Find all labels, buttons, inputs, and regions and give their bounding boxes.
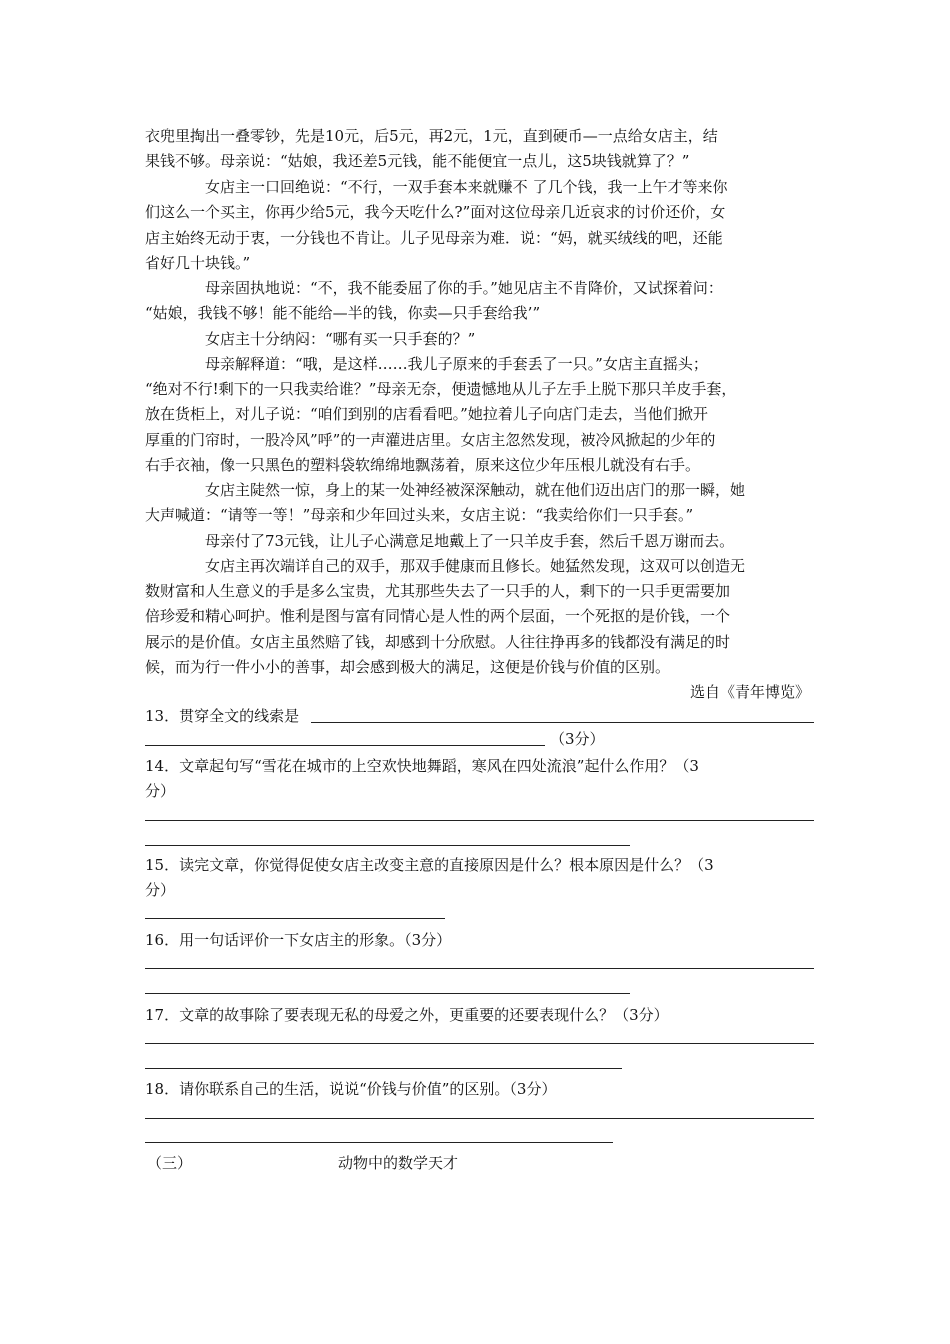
- passage-line: 数财富和人生意义的手是多么宝贵，尤其那些失去了一只手的人，剩下的一只手更需要加: [145, 582, 731, 600]
- section-title: 动物中的数学天才: [338, 1154, 459, 1172]
- passage-line: “姑娘，我钱不够！能不能给—半的钱，你卖—只手套给我’”: [145, 304, 541, 322]
- section-label: （三）: [147, 1154, 193, 1172]
- passage-line: 女店主陡然一惊，身上的某一处神经被深深触动，就在他们迈出店门的那一瞬，她: [205, 481, 746, 499]
- question-14: 14．文章起句写“雪花在城市的上空欢快地舞蹈，寒风在四处流浪”起什么作用？（3: [145, 757, 699, 775]
- answer-line[interactable]: [145, 993, 630, 994]
- answer-line[interactable]: [145, 845, 630, 846]
- answer-line[interactable]: [145, 1068, 622, 1069]
- passage-line: 厚重的门帘时，一股冷风”呼”的一声灌进店里。女店主忽然发现，被冷风掀起的少年的: [145, 431, 716, 449]
- passage-line: 放在货柜上，对儿子说：“咱们到别的店看看吧。”她拉着儿子向店门走去，当他们掀开: [145, 405, 708, 423]
- passage-line: 果钱不够。母亲说：“姑娘，我还差5元钱，能不能便宜一点儿，这5块钱就算了？”: [145, 152, 690, 170]
- passage-line: 省好几十块钱。”: [145, 254, 251, 272]
- answer-line[interactable]: [145, 1043, 814, 1044]
- question-15-cont: 分）: [145, 881, 176, 899]
- question-13: 13．贯穿全文的线索是: [145, 707, 300, 725]
- passage-line: 母亲解释道：“哦，是这样……我儿子原来的手套丢了一只。”女店主直摇头；: [205, 355, 708, 373]
- passage-line: 候，而为行一件小小的善事，却会感到极大的满足，这便是价钱与价值的区别。: [145, 658, 671, 676]
- passage-line: 女店主再次端详自己的双手，那双手健康而且修长。她猛然发现，这双可以创造无: [205, 557, 746, 575]
- answer-line[interactable]: [145, 745, 545, 746]
- answer-line[interactable]: [145, 820, 814, 821]
- answer-line[interactable]: [145, 1118, 814, 1119]
- passage-line: 女店主一口回绝说：“不行，一双手套本来就赚不 了几个钱，我一上午才等来你: [205, 178, 728, 196]
- passage-line: 母亲固执地说：“不，我不能委屈了你的手。”她见店主不肯降价，又试探着问：: [205, 279, 723, 297]
- answer-line[interactable]: [311, 722, 814, 723]
- passage-line: “绝对不行!剩下的一只我卖给谁？”母亲无奈，便遗憾地从儿子左手上脱下那只羊皮手套，: [145, 380, 737, 398]
- answer-line[interactable]: [145, 918, 445, 919]
- question-15: 15．读完文章，你觉得促使女店主改变主意的直接原因是什么？根本原因是什么？（3: [145, 856, 714, 874]
- passage-line: 大声喊道：“请等一等！”母亲和少年回过头来，女店主说：“我卖给你们一只手套。”: [145, 506, 694, 524]
- passage-line: 倍珍爱和精心呵护。惟利是图与富有同情心是人性的两个层面，一个死抠的是价钱，一个: [145, 607, 731, 625]
- question-13-score: （3分）: [550, 730, 605, 748]
- question-16: 16．用一句话评价一下女店主的形象。（3分）: [145, 931, 452, 949]
- question-14-cont: 分）: [145, 782, 176, 800]
- question-18: 18．请你联系自己的生活，说说“价钱与价值”的区别。（3分）: [145, 1080, 557, 1098]
- source-citation: 选自《青年博览》: [689, 683, 810, 701]
- answer-line[interactable]: [145, 1142, 613, 1143]
- passage-line: 母亲付了73元钱，让儿子心满意足地戴上了一只羊皮手套，然后千恩万谢而去。: [205, 532, 735, 550]
- passage-line: 展示的是价值。女店主虽然赔了钱，却感到十分欣慰。人往往挣再多的钱都没有满足的时: [145, 633, 731, 651]
- passage-line: 右手衣袖，像一只黑色的塑料袋软绵绵地飘荡着，原来这位少年压根儿就没有右手。: [145, 456, 701, 474]
- passage-line: 店主始终无动于衷，一分钱也不肯让。儿子见母亲为难．说：“妈，就买绒线的吧，还能: [145, 229, 723, 247]
- answer-line[interactable]: [145, 968, 814, 969]
- passage-line: 女店主十分纳闷：“哪有买一只手套的？”: [205, 330, 476, 348]
- question-17: 17．文章的故事除了要表现无私的母爱之外，更重要的还要表现什么？（3分）: [145, 1006, 669, 1024]
- passage-line: 们这么一个买主，你再少给5元，我今天吃什么?”面对这位母亲几近哀求的讨价还价，女: [145, 203, 726, 221]
- passage-line: 衣兜里掏出一叠零钞，先是10元，后5元，再2元，1元，直到硬币—一点给女店主，结: [145, 127, 718, 145]
